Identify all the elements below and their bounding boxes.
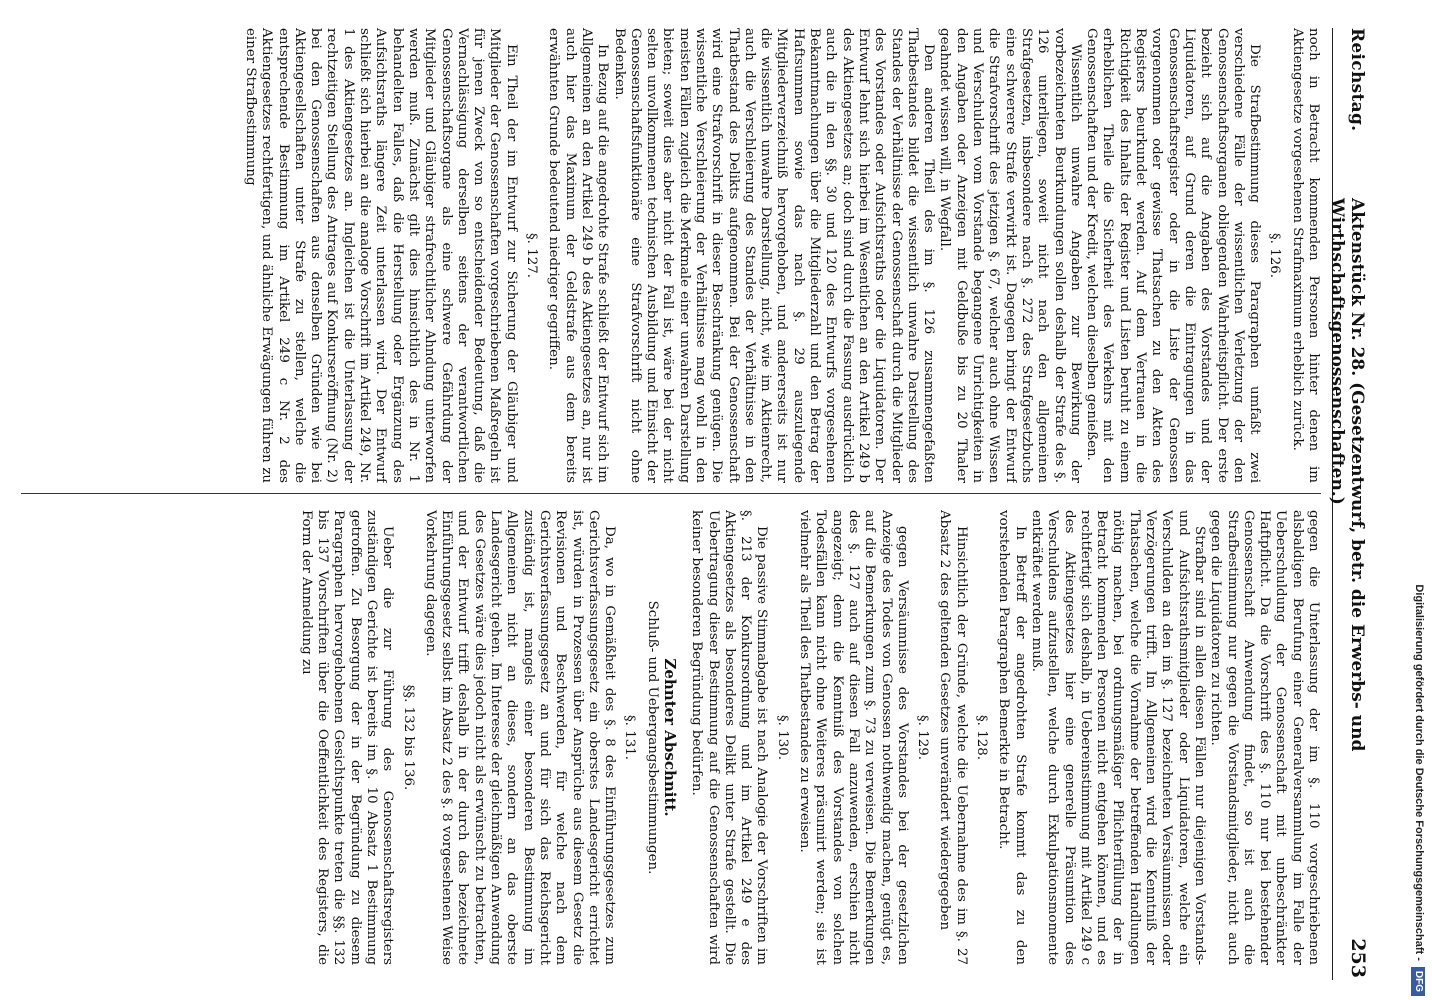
paragraph: Da, wo in Gemäßheit des §. 8 des Einführungsgesetzes zum Gerichtsverfassungsgesetz ein oberstes Landesgericht errichtet ist, würden in Prozessen über Ansprüche aus diesem Gesetz die Revisionen und Beschwerden, für welche nach dem Gerichtsverfassungsgesetz an und für sich das Reichsgericht zuständig ist, mangels einer besonderen Bestimmung im Allgemeinen nicht an dieses, sondern an das oberste Landesgericht gehen. Im Interesse der gleichmäßigen Anwendung des Gesetzes wäre dies jedoch nicht als erwünscht zu betrachten, und der Entwurf trifft deshalb in der durch das bezeichnete Einführungsgesetz selbst im Absatz 2 des §. 8 vorgesehenen Weise Vorkehrung dagegen.: [422, 510, 618, 965]
paragraph: In Bezug auf die angedrohte Strafe schließt der Entwurf sich im Allgemeinen an den Artikel 249 b des Aktiengesetzes an, nur ist auch hier das Maximum der Geldstrafe aus dem bereits erwähnten Grunde bedeutend niedriger gegriffen.: [546, 28, 611, 483]
funding-text: Digitalisierung gefördert durch die Deutsche Forschungsgemeinschaft -: [1413, 584, 1425, 961]
section-heading: §. 128.: [974, 714, 990, 761]
section-heading: §. 131.: [622, 714, 638, 761]
paragraph: Ueber die zur Führung des Genossenschaftsregisters zuständigen Gerichte ist bereits im §. 10 Absatz 1 Bestimmung getroffen. Zu Besorgung der in der Begründung zu diesem Paragraphen hervorgehobenen Gesichtspunkte treten die §§. 132 bis 137 Vorschriften über die Oeffentlichkeit des Registers, die Form der Anmeldung zu: [298, 510, 396, 965]
section-heading: §. 130.: [774, 714, 790, 761]
funding-note: [1408, 4, 1430, 996]
paragraph: Die Strafbestimmung dieses Paragraphen umfaßt zwei verschiedene Fälle der wissentlichen Verletzung der den Genossenschaftsorganen obliegenden Wahrheitspflicht. Der erste bezieht sich auf die Angaben des Vorstandes und der Liquidatoren, auf Grund deren die Eintragungen in das Genossenschaftsregister oder in die Liste der Genossen vorgenommen oder gewisse Thatsachen zu den Akten des Registers beurkundet werden. Auf dem Vertrauen in die Richtigkeit des Inhalts der Register und Listen beruht zu einem erheblichen Theile die Sicherheit des Verkehrs mit den Genossenschaften und der Kredit, welchen dieselben genießen.: [1084, 28, 1263, 483]
page-header: [1327, 28, 1373, 980]
paragraph: Ein Theil der im Entwurf zur Sicherung der Gläubiger und Mitglieder der Genossenschaften vorgeschriebenen Maßregeln ist für jenen Zweck von so entscheidender Bedeutung, daß die Vernachlässigung derselben seitens der verantwortlichen Genossenschaftsorgane als eine schwere Gefährdung der Mitglieder und Gläubiger strafrechtlicher Ahndung unterworfen werden muß. Zunächst gilt dies hinsichtlich des in Nr. 1 behandelten Falles, daß die Herstellung oder Ergänzung des Aufsichtsraths längere Zeit unterlassen wird. Der Entwurf schließt sich hierbei an die analoge Vorschrift im Artikel 249, Nr. 1 des Aktiengesetzes an. Ingleichen ist die Unterlassung der rechtzeitigen Stellung des Antrages auf Konkurseröffnung (Nr. 2) bei den Genossenschaften aus denselben Gründen wie bei Aktiengesellschaften unter Strafe zu stellen, welche die entsprechende Bestimmung im Artikel 249 c Nr. 2 des Aktiengesetzes rechtfertigen, und ähnliche Erwägungen führen zu einer Strafbestimmung: [243, 28, 519, 483]
paragraph: Wissentlich unwahre Angaben zur Bewirkung der vorbezeichneten Beurkundungen sollen deshalb der Strafe des §. 126 unterliegen, soweit nicht nach den allgemeinen Strafgesetzen, insbesondere nach §. 272 des Strafgesetzbuchs eine schwerere Strafe verwirkt ist. Dagegen bringt der Entwurf die Strafvorschrift des jetzigen §. 67, welcher auch ohne Wissen und Verschulden vom Vorstande begangene Unrichtigkeiten in den Angaben oder Anzeigen mit Geldbuße bis zu 20 Thaler geahndet wissen will, in Wegfall.: [937, 28, 1083, 483]
section-heading: §§. 132 bis 136.: [400, 684, 416, 791]
paragraph: gegen Versäumnisse des Vorstandes bei der gesetzlichen Anzeige des Todes von Genossen nothwendig machen, genügt es, auf die Bemerkungen zum §. 73 zu verweisen. Die Bemerkungen des §. 127 auch auf diesen Fall anzuwenden, erschien nicht angezeigt; denn die Kenntniß des Vorstandes von solchen Todesfällen kann nicht ohne Weiteres präsumirt werden; sie ist vielmehr als Theil des Thatbestandes zu erweisen.: [797, 510, 910, 965]
column-divider: [21, 493, 1321, 494]
left-column: [21, 28, 1321, 483]
paragraph: In Betreff der angedrohten Strafe kommt das zu den vorstehenden Paragraphen Bemerkte in Betracht.: [996, 510, 1028, 965]
paragraph: gegen die Unterlassung der im §. 110 vorgeschriebenen alsbaldigen Berufung einer Generalversammlung im Falle der Ueberschuldung der Genossenschaft mit unbeschränkter Haftpflicht. Da die Vorschrift des §. 110 nur bei bestehender Genossenschaft Anwendung findet, so ist auch die Strafbestimmung nur gegen die Vorstandsmitglieder, nicht auch gegen die Liquidatoren zu richten.: [1208, 510, 1321, 965]
dfg-logo: DFG: [1411, 967, 1425, 996]
section-heading: §. 129.: [915, 714, 931, 761]
header-left: Reichstag.: [1347, 28, 1367, 132]
paragraph: Strafbar sind in allen diesen Fällen nur diejenigen Vorstands- und Aufsichtsrathsmitglieder oder Liquidatoren, welche ein Verschulden an den im §. 127 bezeichneten Versäumnissen oder Verzögerungen trifft. Im Allgemeinen wird die Kenntniß der Thatsachen, welche die Vornahme der betreffenden Handlungen nöthig machen, bei ordnungsmäßiger Pflichterfüllung der in Betracht kommenden Personen nicht entgehen können, und es rechtfertigt sich deshalb, in Uebereinstimmung mit Artikel 249 c des Aktiengesetzes hier eine generelle Präsumtion des Verschuldens aufzustellen, welche durch Exkulpationsmomente entkräftet werden muß.: [1028, 510, 1207, 965]
paragraph: Den anderen Theil des im §. 126 zusammengefaßten Thatbestandes bildet die wissentlich unwahre Darstellung des Standes der Verhältnisse der Genossenschaft durch die Mitglieder des Vorstandes oder Aufsichtsraths oder die Liquidatoren. Der Entwurf lehnt sich hierbei im Wesentlichen an den Artikel 249 b des Aktiengesetzes an; doch sind durch die Fassung ausdrücklich auch die in den §§. 30 und 120 des Entwurfs vorgesehenen Bekanntmachungen über die Mitgliederzahl und den Betrag der Haftsummen sowie das nach §. 29 auszulegende Mitgliederverzeichniß hervorgehoben, und andererseits ist nur die wissentlich unwahre Darstellung, nicht, wie im Aktienrecht, auch die Verschleierung des Standes der Verhältnisse in den Thatbestand des Delikts aufgenommen. Bei der Genossenschaft wird eine Strafvorschrift in dieser Beschränkung genügen. Die wissentliche Verschleierung der Verhältnisse mag wohl in den meisten Fällen zugleich die Merkmale einer unwahren Darstellung bieten; soweit dies aber nicht der Fall ist, wäre bei der nicht selten unvollkommenen technischen Ausbildung und Einsicht der Genossenschaftsfunktionäre eine Strafvorschrift nicht ohne Bedenken.: [611, 28, 937, 483]
chapter-heading: Zehnter Abschnitt.: [661, 658, 680, 817]
paragraph: noch in Betracht kommenden Personen hinter denen im Aktiengesetze vorgesehenen Strafmaximum erheblich zurück.: [1289, 28, 1321, 483]
page-number: 253: [1347, 938, 1369, 978]
right-column: [21, 510, 1321, 965]
paragraph: Die passive Stimmabgabe ist nach Analogie der Vorschriften im §. 213 der Konkursordnung und im Artikel 249 e des Aktiengesetzes als besonderes Delikt unter Strafe gestellt. Die Uebertragung dieser Bestimmung auf die Genossenschaften wird keiner besonderen Begründung bedürfen.: [689, 510, 770, 965]
section-heading: §. 127.: [524, 232, 540, 279]
paragraph: Hinsichtlich der Gründe, welche die Uebernahme des im §. 27 Absatz 2 des geltenden Gesetzes unverändert wiedergegeben: [937, 510, 969, 965]
section-heading: §. 126.: [1267, 232, 1283, 279]
chapter-subtitle: Schluß- und Uebergangsbestimmungen.: [644, 600, 660, 875]
header-title: Aktenstück Nr. 28. (Gesetzentwurf, betr. die Erwerbs- und Wirthschaftsgenossenschaften.): [1327, 198, 1367, 752]
